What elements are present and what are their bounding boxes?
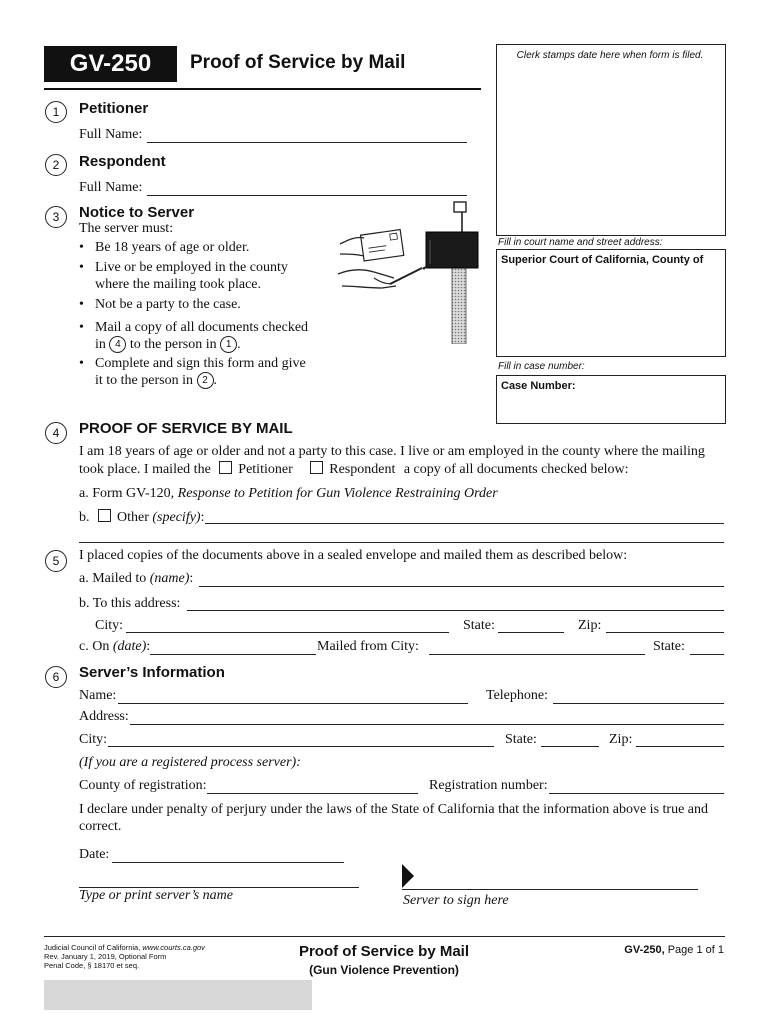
address-label: b. To this address: (79, 596, 181, 611)
mailing-zip-label: Zip: (578, 618, 602, 633)
section-2-number: 2 (45, 154, 67, 176)
section-4-number: 4 (45, 422, 67, 444)
mailing-address-field[interactable] (187, 610, 724, 611)
mailing-state-label: State: (463, 618, 495, 633)
registered-server-note: (If you are a registered process server): (79, 755, 301, 770)
footer-council: Judicial Council of California, www.courts.ca.gov Rev. January 1, 2019, Optional Form Penal Code, § 18170 et seq. (44, 943, 205, 970)
statement-line-2: took place. I mailed the Petitioner Respondent a copy of all documents checked below: (79, 462, 629, 477)
notice-bullet-5: • Complete and sign this form and give it to the person in 2 . (79, 356, 306, 388)
footer-page-info: GV-250, Page 1 of 1 (624, 944, 724, 956)
notice-intro: The server must: (79, 221, 174, 236)
server-address-label: Address: (79, 709, 129, 724)
server-zip-label: Zip: (609, 732, 633, 747)
mailing-city-field[interactable] (126, 632, 449, 633)
section-1-number: 1 (45, 101, 67, 123)
petitioner-option-label: Petitioner (238, 462, 293, 477)
petitioner-heading: Petitioner (79, 100, 149, 117)
other-specify-field-2[interactable] (79, 542, 724, 543)
sign-here-caption: Server to sign here (403, 893, 509, 908)
respondent-checkbox[interactable] (310, 461, 323, 474)
server-telephone-label: Telephone: (486, 688, 548, 703)
mailed-from-state-label: State: (653, 639, 685, 654)
item-a-gv120: a. Form GV-120, Response to Petition for Gun Violence Restraining Order (79, 486, 498, 501)
notice-bullet-2: • Live or be employed in the county where the mailing took place. (79, 260, 288, 292)
date-label: Date: (79, 847, 110, 862)
footer-subtitle: (Gun Violence Prevention) (309, 963, 459, 977)
server-zip-field[interactable] (636, 746, 724, 747)
notice-bullet-1: • Be 18 years of age or older. (79, 240, 250, 255)
petitioner-checkbox[interactable] (219, 461, 232, 474)
section-3-number: 3 (45, 206, 67, 228)
mailing-city-label: City: (95, 618, 124, 633)
notice-bullet-4: • Mail a copy of all documents checked in 4 to the person in 1 . (79, 320, 309, 352)
case-number-hint: Fill in case number: (498, 361, 585, 372)
sign-here-arrow-icon (402, 864, 414, 888)
server-info-heading: Server’s Information (79, 664, 225, 681)
registration-number-label: Registration number: (429, 778, 548, 793)
court-hint: Fill in court name and street address: (498, 237, 663, 248)
ref-4-circle: 4 (109, 336, 126, 353)
proof-of-service-heading: PROOF OF SERVICE BY MAIL (79, 420, 293, 437)
notice-bullet-3: • Not be a party to the case. (79, 297, 241, 312)
mailed-on-date-field[interactable] (150, 654, 316, 655)
server-telephone-field[interactable] (553, 703, 724, 704)
other-checkbox[interactable] (98, 509, 111, 522)
respondent-option-label: Respondent (329, 462, 396, 477)
server-state-label: State: (505, 732, 537, 747)
county-registration-field[interactable] (207, 793, 418, 794)
clerk-stamp-box (496, 44, 726, 236)
server-name-label: Name: (79, 688, 117, 703)
server-state-field[interactable] (541, 746, 599, 747)
signature-date-field[interactable] (112, 862, 344, 863)
other-specify-field[interactable] (205, 523, 724, 524)
registration-number-field[interactable] (549, 793, 724, 794)
server-name-field[interactable] (118, 703, 468, 704)
server-city-label: City: (79, 732, 108, 747)
mailbox-illustration-icon (334, 196, 488, 344)
mailed-from-state-field[interactable] (690, 654, 724, 655)
barcode-box (44, 980, 312, 1010)
form-id-badge: GV-250 (44, 46, 177, 82)
mailed-from-city-field[interactable] (429, 654, 645, 655)
mailing-state-field[interactable] (498, 632, 564, 633)
petitioner-name-label: Full Name: (79, 127, 143, 142)
mailing-intro: I placed copies of the documents above in a sealed envelope and mailed them as described below: (79, 548, 628, 563)
county-registration-label: County of registration: (79, 778, 207, 793)
declaration-line-1: I declare under penalty of perjury under the laws of the State of California that the information above is true and (79, 802, 709, 817)
court-label: Superior Court of California, County of (501, 254, 704, 266)
server-address-field[interactable] (130, 724, 724, 725)
footer-rule (44, 936, 725, 937)
mailed-from-city-label: Mailed from City: (317, 639, 419, 654)
header-rule (44, 88, 481, 90)
item-b-other: b. Other (specify): (79, 510, 205, 525)
ref-2-circle: 2 (197, 372, 214, 389)
mailed-to-name-field[interactable] (199, 586, 724, 587)
mailed-on-date-label: c. On (date): (79, 639, 151, 654)
print-name-caption: Type or print server’s name (79, 888, 233, 903)
footer-url[interactable]: www.courts.ca.gov (142, 943, 205, 952)
footer-title: Proof of Service by Mail (298, 943, 470, 960)
server-city-field[interactable] (108, 746, 494, 747)
statement-line-1: I am 18 years of age or older and not a party to this case. I live or am employed in the county where the mailing (79, 444, 705, 459)
respondent-name-label: Full Name: (79, 180, 143, 195)
section-6-number: 6 (45, 666, 67, 688)
mailed-to-label: a. Mailed to (name): (79, 571, 194, 586)
clerk-note: Clerk stamps date here when form is filed. (516, 50, 704, 61)
section-5-number: 5 (45, 550, 67, 572)
form-title: Proof of Service by Mail (190, 52, 406, 73)
server-signature-field[interactable] (402, 889, 698, 890)
respondent-heading: Respondent (79, 153, 166, 170)
mailing-zip-field[interactable] (606, 632, 724, 633)
petitioner-name-field[interactable] (147, 142, 467, 143)
case-number-label: Case Number: (501, 380, 576, 392)
declaration-line-2: correct. (79, 819, 122, 834)
notice-heading: Notice to Server (79, 204, 195, 221)
ref-1-circle: 1 (220, 336, 237, 353)
